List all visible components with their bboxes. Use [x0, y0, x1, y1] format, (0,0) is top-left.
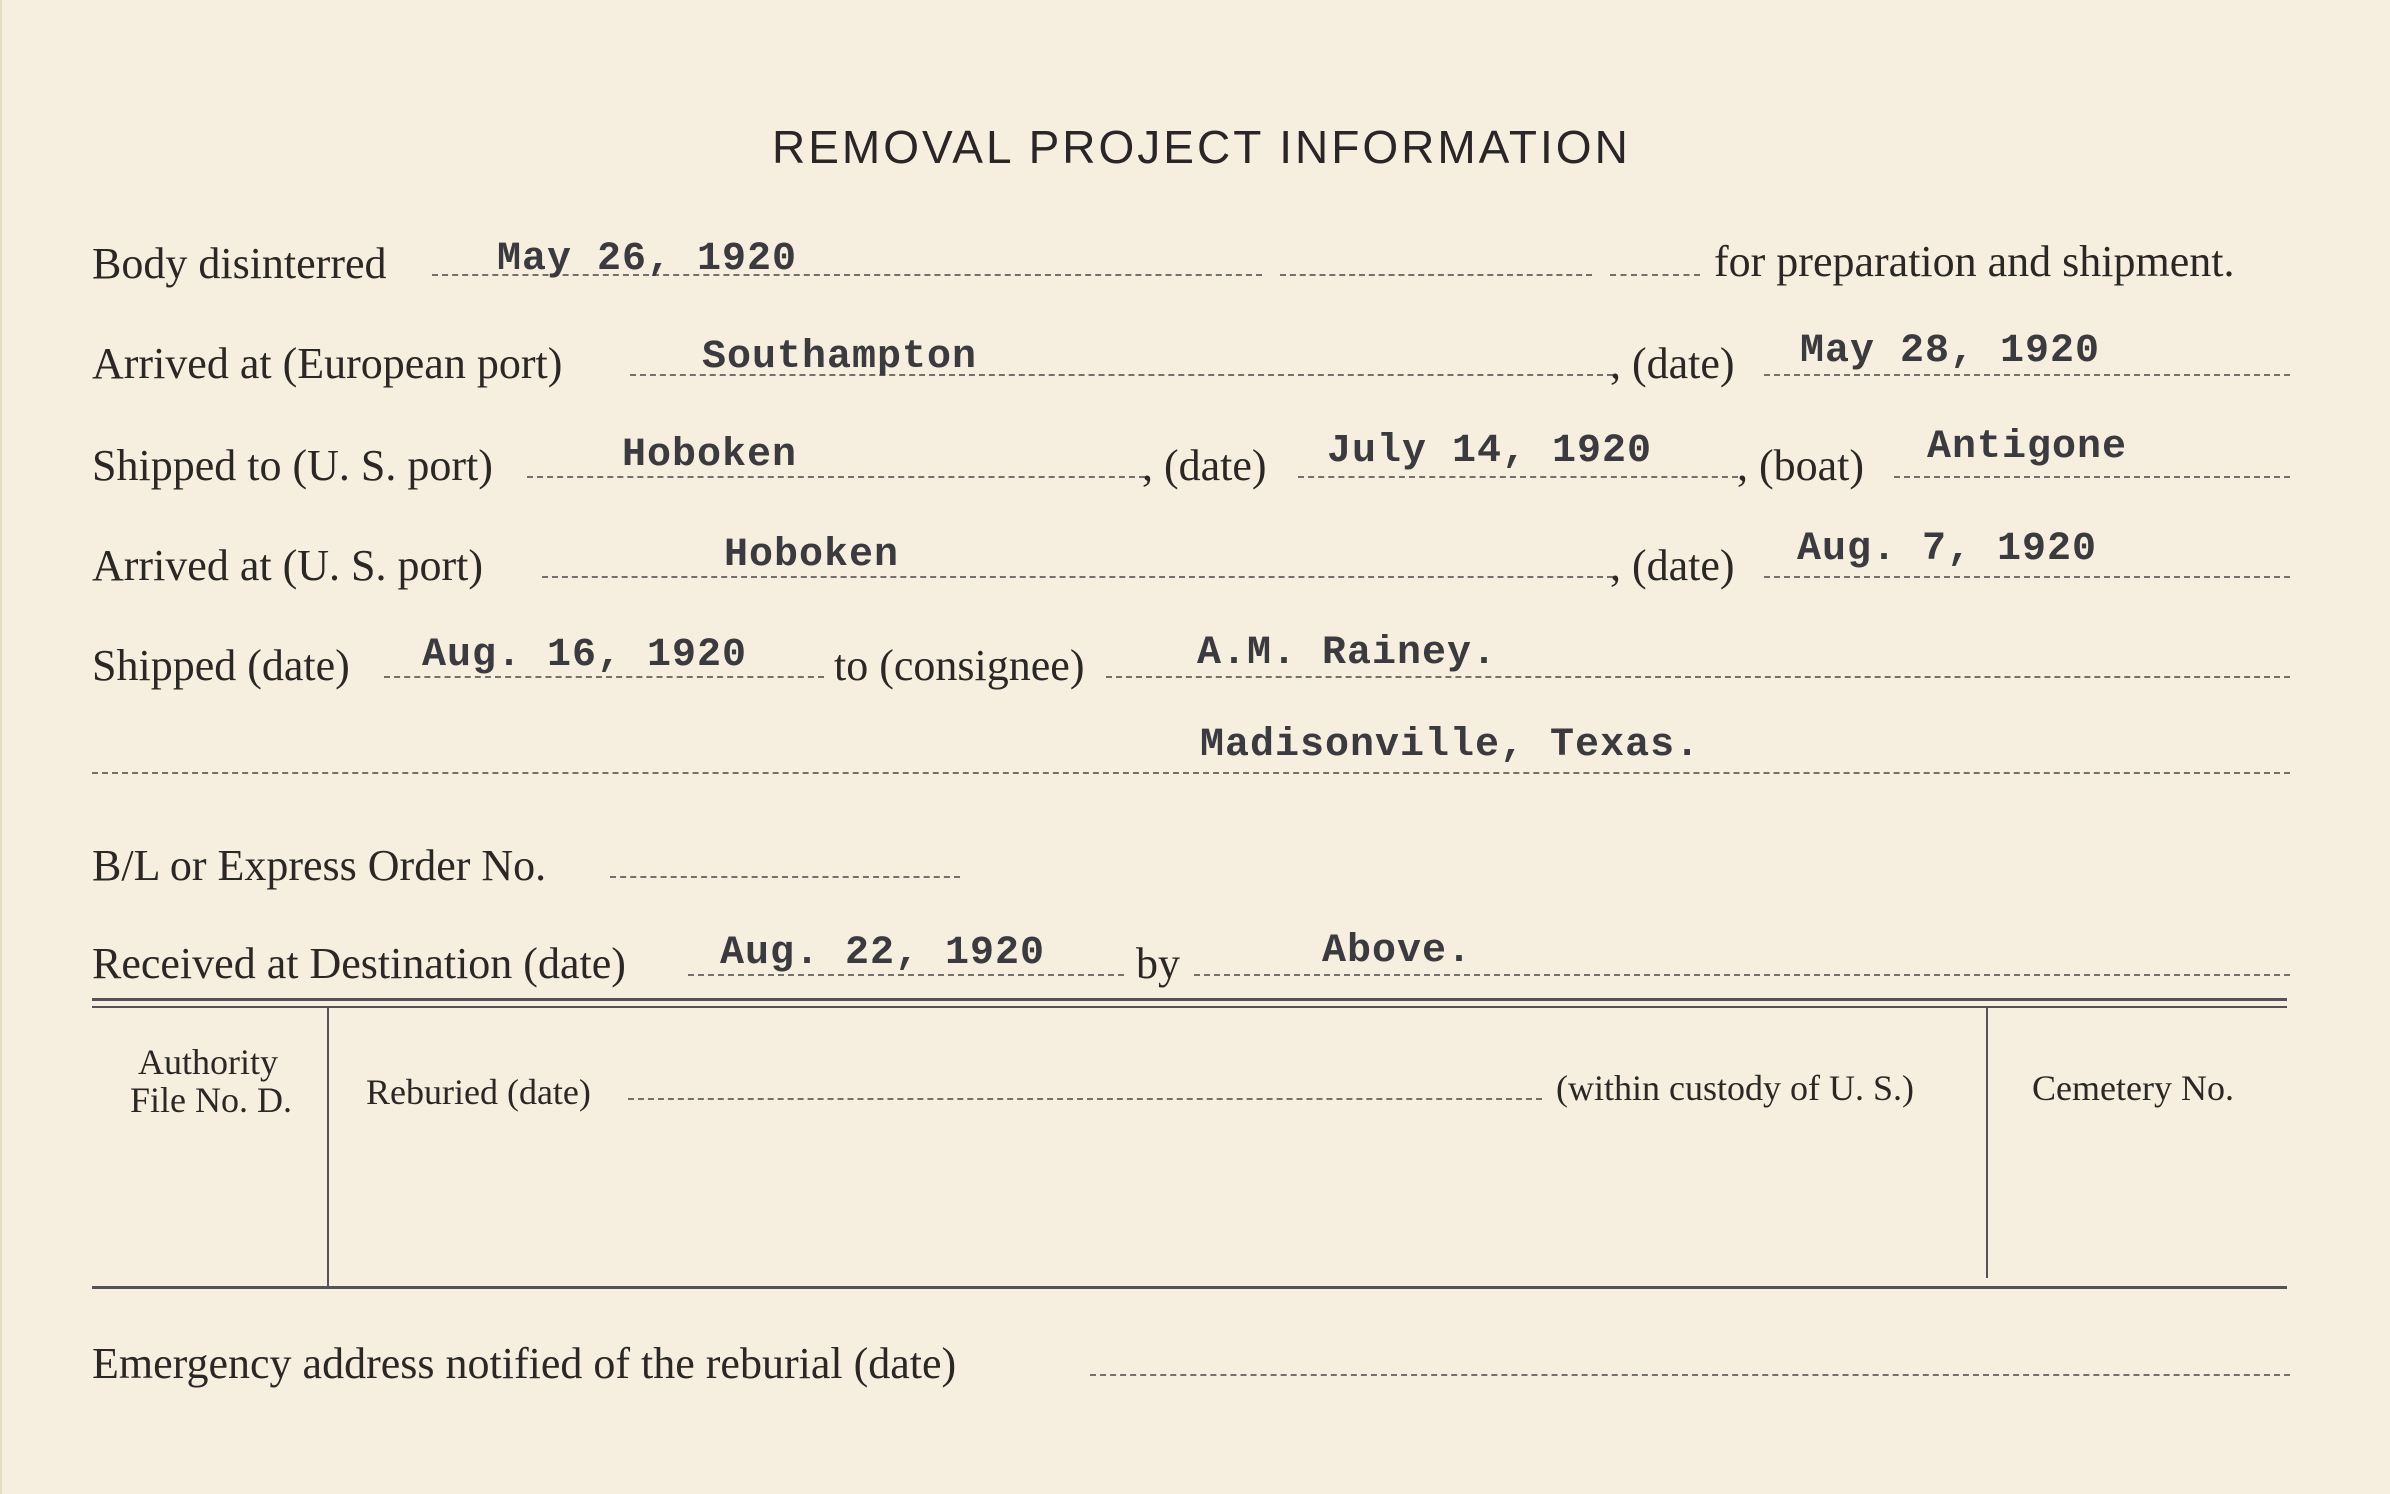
- shipped-us-port: Hoboken: [622, 433, 798, 478]
- arrived-european-label: Arrived at (European port): [92, 339, 563, 388]
- table-top-rule-2: [92, 1006, 2287, 1008]
- shipped-us-boat-label: , (boat): [1737, 441, 1865, 490]
- arrived-us-date: Aug. 7, 1920: [1797, 527, 2098, 572]
- consignee-name: A.M. Rainey.: [1197, 631, 1498, 676]
- emergency-label: Emergency address notified of the reburial (date): [92, 1339, 957, 1388]
- received-by: Above.: [1322, 929, 1473, 974]
- address-line: [92, 772, 2290, 774]
- table-divider-left: [327, 1008, 329, 1286]
- table-divider-right: [1986, 1008, 1988, 1278]
- shipped-date: Aug. 16, 1920: [422, 633, 748, 678]
- arrived-european-date: May 28, 1920: [1800, 329, 2101, 374]
- received-label: Received at Destination (date): [92, 939, 626, 988]
- body-disinterred-line-3: [1610, 274, 1700, 276]
- consignee-line: [1106, 676, 2290, 678]
- shipped-us-date-label: , (date): [1142, 441, 1267, 490]
- shipped-us-date: July 14, 1920: [1327, 429, 1653, 474]
- emergency-line: [1090, 1374, 2290, 1376]
- body-disinterred-value: May 26, 1920: [497, 237, 798, 282]
- arrived-us-port-line: [542, 576, 1613, 578]
- shipped-us-boat-line: [1894, 476, 2290, 478]
- authority-line-1: Authority: [138, 1042, 278, 1082]
- shipped-us-port-line: [527, 476, 1145, 478]
- arrived-us-date-line: [1764, 576, 2290, 578]
- arrived-european-date-label: , (date): [1610, 339, 1735, 388]
- table-top-rule-1: [92, 998, 2287, 1001]
- authority-line-2: File No. D.: [130, 1079, 292, 1120]
- reburied-line: [628, 1098, 1542, 1100]
- received-date: Aug. 22, 1920: [720, 931, 1046, 976]
- cemetery-label: Cemetery No.: [2032, 1068, 2234, 1108]
- custody-label: (within custody of U. S.): [1556, 1068, 1914, 1108]
- shipped-date-label: Shipped (date): [92, 641, 350, 690]
- bl-order-line: [610, 876, 960, 878]
- arrived-european-date-line: [1764, 374, 2290, 376]
- arrived-us-date-label: , (date): [1610, 541, 1735, 590]
- shipped-us-label: Shipped to (U. S. port): [92, 441, 493, 490]
- arrived-us-label: Arrived at (U. S. port): [92, 541, 484, 590]
- received-by-label: by: [1136, 939, 1180, 988]
- arrived-european-port: Southampton: [702, 335, 978, 380]
- consignee-label: to (consignee): [834, 641, 1085, 690]
- shipped-us-date-line: [1298, 476, 1738, 478]
- authority-label: [130, 1042, 292, 1120]
- page-title: REMOVAL PROJECT INFORMATION: [772, 121, 1631, 173]
- body-disinterred-label: Body disinterred: [92, 239, 387, 288]
- arrived-us-port: Hoboken: [724, 533, 900, 578]
- bl-order-label: B/L or Express Order No.: [92, 841, 547, 890]
- body-disinterred-suffix: for preparation and shipment.: [1714, 237, 2235, 286]
- table-bottom-rule: [92, 1286, 2287, 1289]
- consignee-address: Madisonville, Texas.: [1200, 723, 1701, 768]
- body-disinterred-line-2: [1280, 274, 1592, 276]
- shipped-us-boat: Antigone: [1927, 425, 2128, 470]
- received-by-line: [1194, 974, 2290, 976]
- reburied-label: Reburied (date): [366, 1072, 591, 1112]
